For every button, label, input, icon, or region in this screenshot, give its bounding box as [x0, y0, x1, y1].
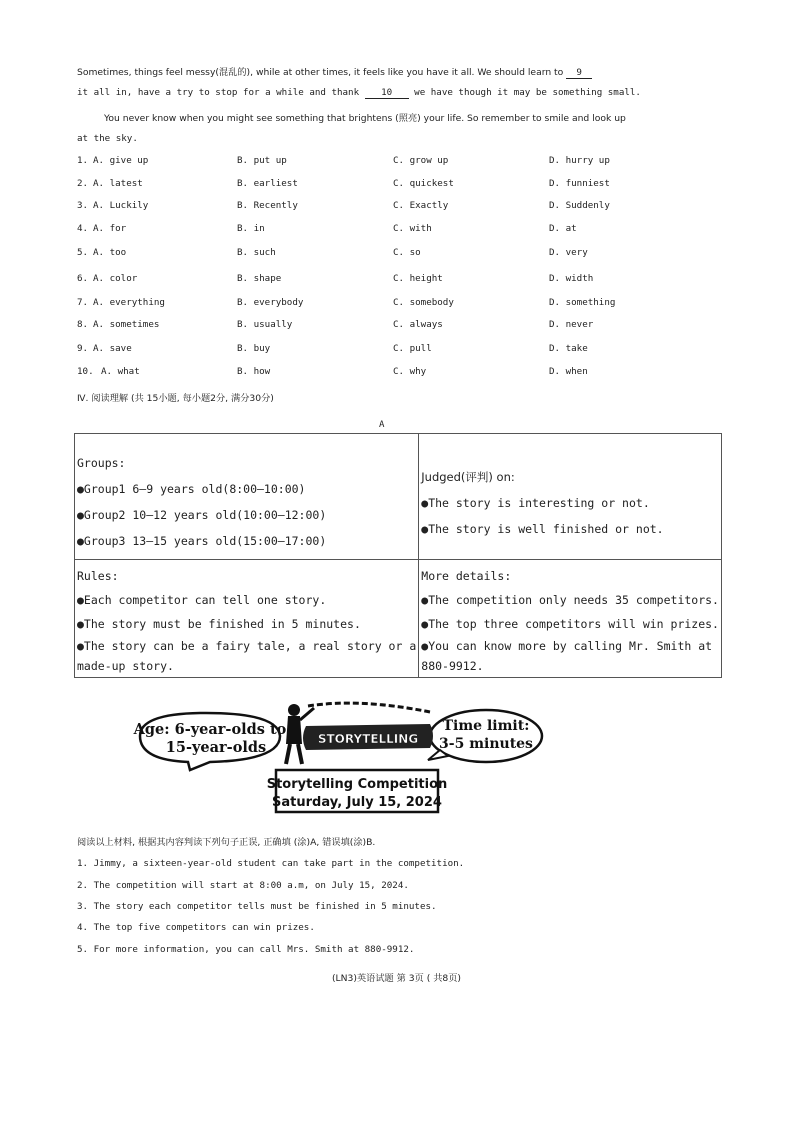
question-3: 3. The story each competitor tells must be finished in 5 minutes.	[77, 901, 437, 912]
rule-item: ●The story must be finished in 5 minutes.	[77, 617, 361, 631]
groups-cell	[75, 434, 419, 560]
age-line-1: Age: 6-year-olds to	[133, 721, 287, 738]
option-number: 1.	[77, 155, 89, 166]
rules-title: Rules:	[77, 569, 119, 583]
passage-text: Sometimes, things feel messy(混乱的), while at other times, it feels like you have it all. We should learn to	[77, 67, 567, 78]
option-c: C. grow up	[393, 155, 449, 166]
storytelling-poster	[130, 700, 550, 815]
detail-item: ●The competition only needs 35 competitors.	[421, 593, 719, 607]
option-d: D. width	[549, 273, 594, 284]
option-c: C. somebody	[393, 297, 454, 308]
option-a: A. everything	[93, 297, 165, 308]
question-1: 1. Jimmy, a sixteen-year-old student can take part in the competition.	[77, 858, 465, 869]
rule-item: ●The story can be a fairy tale, a real story or a	[77, 639, 417, 653]
option-b: B. earliest	[237, 178, 298, 189]
passage-line-3: You never know when you might see something that brightens (照亮) your life. So remember to smile and look up	[104, 113, 626, 124]
passage-line-1	[77, 64, 592, 79]
rule-item: ●Each competitor can tell one story.	[77, 593, 327, 607]
time-line-1: Time limit:	[442, 718, 530, 734]
group-item: ●Group1 6—9 years old(8:00—10:00)	[77, 482, 306, 496]
option-b: B. put up	[237, 155, 287, 166]
option-b: B. usually	[237, 319, 293, 330]
option-d: D. very	[549, 247, 588, 258]
option-number: 3.	[77, 200, 89, 211]
question-5: 5. For more information, you can call Mrs. Smith at 880-9912.	[77, 944, 415, 955]
judged-title: Judged(评判) on:	[421, 470, 515, 484]
option-a: A. give up	[93, 155, 149, 166]
rules-cell	[75, 560, 419, 678]
detail-item: ●The top three competitors will win prizes.	[421, 617, 719, 631]
judged-item: ●The story is well finished or not.	[421, 522, 664, 536]
sign-line-2: Saturday, July 15, 2024	[272, 795, 442, 810]
section-heading: Ⅳ. 阅读理解 (共 15小题, 每小题2分, 满分30分)	[77, 393, 274, 404]
option-d: D. something	[549, 297, 616, 308]
groups-title: Groups:	[77, 456, 126, 470]
option-a: A. color	[93, 273, 138, 284]
option-number: 8.	[77, 319, 89, 330]
page-footer: (LN3)英语试题 第 3页 ( 共8页)	[331, 973, 462, 984]
age-line-2: 15-year-olds	[165, 739, 267, 756]
option-c: C. always	[393, 319, 443, 330]
detail-item: 880-9912.	[421, 659, 484, 673]
passage-line-2	[77, 87, 641, 99]
question-4: 4. The top five competitors can win prizes.	[77, 922, 315, 933]
option-number: 2.	[77, 178, 89, 189]
blank-10: 10	[365, 87, 409, 99]
group-item: ●Group2 10—12 years old(10:00—12:00)	[77, 508, 327, 522]
option-c: C. with	[393, 223, 432, 234]
option-d: D. hurry up	[549, 155, 610, 166]
option-row	[77, 297, 737, 311]
competition-info-table	[74, 433, 722, 678]
option-b: B. shape	[237, 273, 282, 284]
option-row	[77, 343, 737, 357]
blank-9: 9	[566, 67, 592, 79]
group-item: ●Group3 13—15 years old(15:00—17:00)	[77, 534, 327, 548]
option-d: D. take	[549, 343, 588, 354]
option-a: A. latest	[93, 178, 143, 189]
option-b: B. in	[237, 223, 265, 234]
option-a: A. save	[93, 343, 132, 354]
option-row	[77, 366, 737, 380]
option-row	[77, 247, 737, 261]
option-c: C. pull	[393, 343, 432, 354]
option-c: C. Exactly	[393, 200, 449, 211]
option-a: A. too	[93, 247, 127, 258]
option-b: B. such	[237, 247, 276, 258]
rule-item: made-up story.	[77, 659, 174, 673]
option-d: D. Suddenly	[549, 200, 610, 211]
option-row	[77, 200, 737, 214]
passage-text: it all in, have a try to stop for a while and thank	[77, 87, 365, 98]
option-a: A. Luckily	[93, 200, 149, 211]
option-a: A. for	[93, 223, 127, 234]
option-number: 5.	[77, 247, 89, 258]
passage-text: we have though it may be something small.	[408, 87, 641, 98]
option-number: 10.	[77, 366, 94, 377]
option-c: C. height	[393, 273, 443, 284]
sign-line-1: Storytelling Competition	[266, 777, 448, 792]
judged-item: ●The story is interesting or not.	[421, 496, 650, 510]
logo-text: STORYTELLING	[317, 732, 419, 746]
option-c: C. so	[393, 247, 421, 258]
passage-line-4: at the sky.	[77, 133, 138, 144]
option-b: B. buy	[237, 343, 271, 354]
option-c: C. quickest	[393, 178, 454, 189]
option-number: 4.	[77, 223, 89, 234]
judged-cell	[419, 434, 722, 560]
option-row	[77, 223, 737, 237]
option-d: D. never	[549, 319, 594, 330]
time-line-2: 3-5 minutes	[439, 736, 533, 752]
option-d: D. when	[549, 366, 588, 377]
option-number: 7.	[77, 297, 89, 308]
details-cell	[419, 560, 722, 678]
option-b: B. how	[237, 366, 271, 377]
option-number: 9.	[77, 343, 89, 354]
option-row	[77, 319, 737, 333]
option-row	[77, 273, 737, 287]
instruction: 阅读以上材料, 根据其内容判读下列句子正误, 正确填 (涂)A, 错误填(涂)B.	[77, 837, 376, 848]
option-c: C. why	[393, 366, 427, 377]
option-d: D. funniest	[549, 178, 610, 189]
detail-item: ●You can know more by calling Mr. Smith at	[421, 639, 713, 653]
question-2: 2. The competition will start at 8:00 a.m, on July 15, 2024.	[77, 880, 409, 891]
part-label: A	[379, 420, 385, 430]
details-title: More details:	[421, 569, 512, 583]
option-a: A. sometimes	[93, 319, 160, 330]
option-row	[77, 178, 737, 192]
option-d: D. at	[549, 223, 577, 234]
option-b: B. everybody	[237, 297, 304, 308]
option-row	[77, 155, 737, 169]
option-b: B. Recently	[237, 200, 298, 211]
option-number: 6.	[77, 273, 89, 284]
option-a: A. what	[101, 366, 140, 377]
